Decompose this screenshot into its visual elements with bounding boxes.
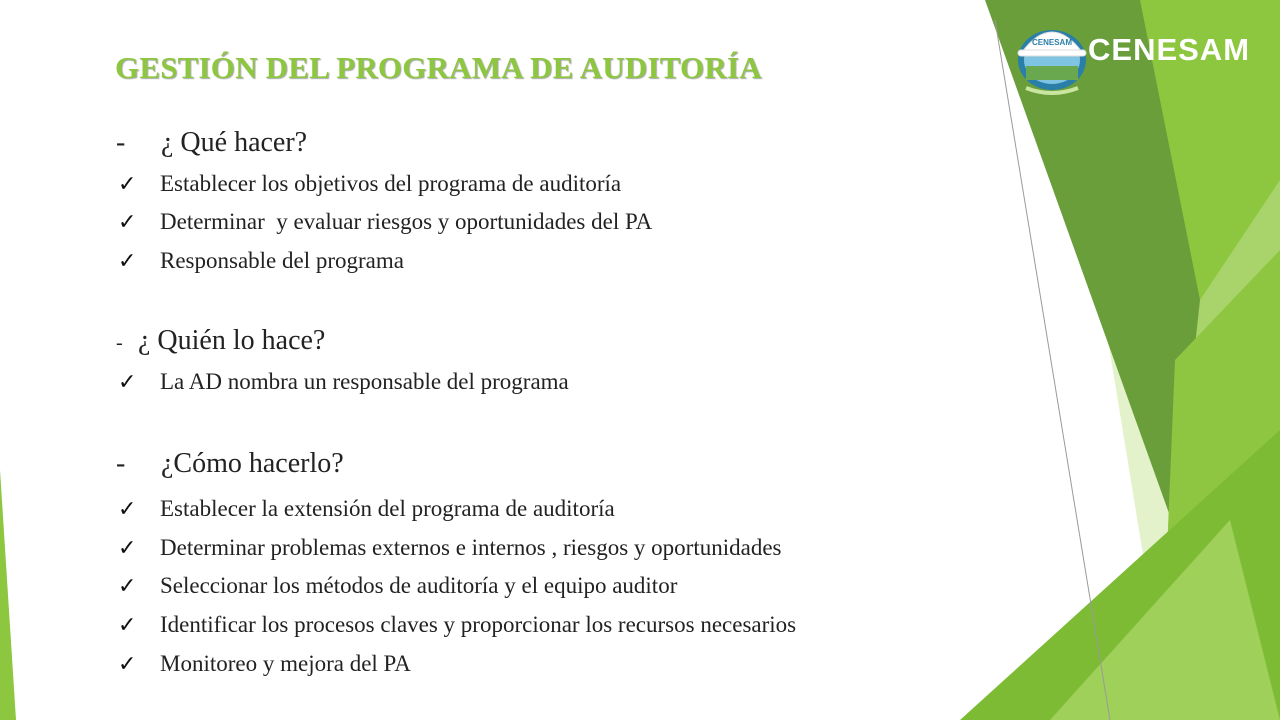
list-item-text: Establecer la extensión del programa de auditoría <box>160 496 615 521</box>
checkmark-icon: ✓ <box>118 209 137 234</box>
checkmark-icon: ✓ <box>118 612 137 637</box>
cenesam-logo-text: CENESAM <box>1088 32 1251 67</box>
question-como-hacerlo <box>116 448 344 480</box>
hard-hat-seal-icon <box>1012 14 1092 98</box>
svg-text:CENESAM: CENESAM <box>1031 38 1073 47</box>
checkmark-icon: ✓ <box>118 248 137 273</box>
list-item <box>118 369 569 395</box>
question-que-hacer <box>116 127 307 159</box>
question-text: ¿Cómo hacerlo? <box>161 448 344 479</box>
checkmark-icon: ✓ <box>118 535 137 560</box>
list-item-text: Seleccionar los métodos de auditoría y el equipo auditor <box>160 573 678 598</box>
list-item <box>118 209 652 235</box>
dash-bullet: - <box>116 127 126 158</box>
list-item-text: Identificar los procesos claves y proporcionar los recursos necesarios <box>160 612 797 637</box>
dash-bullet: - <box>116 332 123 354</box>
list-item <box>118 651 411 677</box>
list-item <box>118 573 677 599</box>
list-item <box>118 248 404 274</box>
list-item <box>118 171 621 197</box>
list-item-text: Responsable del programa <box>160 248 404 273</box>
checkmark-icon: ✓ <box>118 171 137 196</box>
list-item-text: Establecer los objetivos del programa de auditoría <box>160 171 622 196</box>
question-text: ¿ Qué hacer? <box>161 127 308 158</box>
list-item <box>118 496 615 522</box>
list-item-text: La AD nombra un responsable del programa <box>160 369 569 394</box>
slide-title: GESTIÓN DEL PROGRAMA DE AUDITORÍA <box>115 50 762 85</box>
checkmark-icon: ✓ <box>118 651 137 676</box>
list-item <box>118 535 781 561</box>
checkmark-icon: ✓ <box>118 369 137 394</box>
left-green-sliver <box>0 470 16 720</box>
list-item <box>118 612 796 638</box>
question-text: ¿ Quién lo hace? <box>138 325 326 356</box>
question-quien-lo-hace <box>116 325 325 357</box>
checkmark-icon: ✓ <box>118 573 137 598</box>
list-item-text: Determinar y evaluar riesgos y oportunidades del PA <box>160 209 653 234</box>
list-item-text: Monitoreo y mejora del PA <box>160 651 411 676</box>
checkmark-icon: ✓ <box>118 496 137 521</box>
dash-bullet: - <box>116 448 126 479</box>
list-item-text: Determinar problemas externos e internos , riesgos y oportunidades <box>160 535 782 560</box>
